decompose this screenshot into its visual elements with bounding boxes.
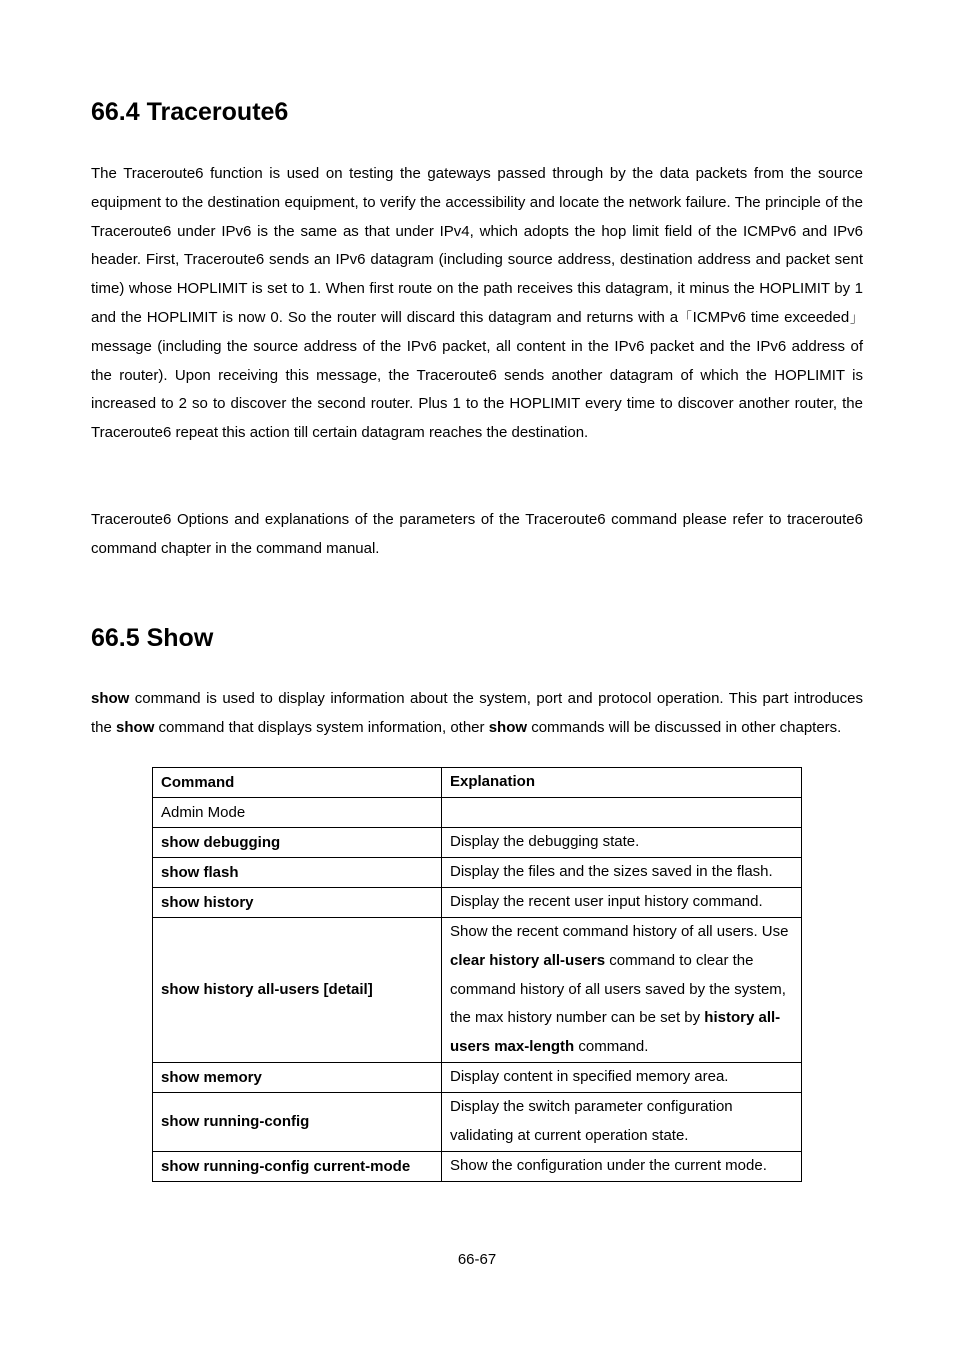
table-row	[153, 1151, 802, 1181]
traceroute6-options-note: Traceroute6 Options and explanations of the parameters of the Traceroute6 command please refer to traceroute6 command chapter in the command manual.	[91, 511, 863, 557]
show-command-table	[152, 767, 802, 1182]
table-row	[153, 1062, 802, 1092]
command-cell: show history all-users [detail]	[153, 918, 442, 1063]
explanation-text: command to clear the command history of all users saved by the system, the max history number can be set by	[450, 951, 786, 1027]
table-row	[153, 858, 802, 888]
mode-cell: Admin Mode	[153, 798, 442, 828]
explanation-cell: Display the recent user input history command.	[442, 888, 802, 918]
explanation-keyword: clear history all-users	[450, 951, 606, 969]
quote-close-bracket: 」	[849, 309, 863, 325]
table-row	[153, 828, 802, 858]
show-text-part-3: commands will be discussed in other chapters.	[527, 718, 842, 736]
keyword-show: show	[91, 690, 130, 707]
traceroute6-text-part-1: The Traceroute6 function is used on testing the gateways passed through by the data packets from the source equipment to the destination equipment, to verify the accessibility and locate the network failure. The principle of the Traceroute6 under IPv6 is the same as that under IPv4, which adopts the hop limit field of the ICMPv6 and IPv6 header. First, Traceroute6 sends an IPv6 datagram (including source address, destination address and packet sent time) whose HOPLIMIT is set to 1. When first route on the path receives this datagram, it minus the HOPLIMIT by 1 and the HOPLIMIT is now 0. So the router will discard this datagram and returns with a	[91, 165, 863, 326]
explanation-cell: Display the files and the sizes saved in the flash.	[442, 858, 802, 888]
page-number: 66-67	[457, 1251, 497, 1268]
command-cell: show flash	[153, 858, 442, 888]
explanation-cell: Show the configuration under the current mode.	[442, 1151, 802, 1181]
command-cell: show debugging	[153, 828, 442, 858]
keyword-show: show	[116, 718, 155, 736]
section-heading-show: 66.5 Show	[91, 624, 214, 652]
command-cell: show memory	[153, 1062, 442, 1092]
table-header-row	[153, 768, 802, 798]
command-cell: show running-config	[153, 1092, 442, 1151]
explanation-keyword: history all-users max-length	[450, 1009, 781, 1056]
keyword-show: show	[488, 718, 528, 736]
command-cell: show history	[153, 888, 442, 918]
table-row	[153, 888, 802, 918]
header-explanation: Explanation	[442, 768, 802, 798]
mode-empty-cell	[442, 798, 802, 828]
show-text-part-2: command that displays system information, other	[154, 718, 489, 736]
show-text-part-1: command is used to display information about the system, port and protocol operation. This part introduces the	[91, 690, 863, 736]
show-description	[91, 685, 863, 743]
explanation-cell	[442, 918, 802, 1063]
quote-open-bracket: 「	[678, 309, 693, 325]
section-heading-traceroute6: 66.4 Traceroute6	[91, 98, 289, 126]
quoted-message: ICMPv6 time exceeded	[692, 308, 850, 326]
explanation-text: Show the recent command history of all users. Use	[450, 923, 789, 940]
explanation-cell: Display content in specified memory area.	[442, 1062, 802, 1092]
header-command: Command	[153, 768, 442, 798]
explanation-cell: Display the debugging state.	[442, 828, 802, 858]
traceroute6-description	[91, 160, 863, 448]
table-row	[153, 1092, 802, 1151]
explanation-cell: Display the switch parameter configuration validating at current operation state.	[442, 1092, 802, 1151]
table-row-mode	[153, 798, 802, 828]
explanation-text: command.	[574, 1038, 649, 1056]
traceroute6-text-part-2: message (including the source address of the IPv6 packet, all content in the IPv6 packet and the IPv6 address of the router). Upon receiving this message, the Traceroute6 sends another datagram of which the HOPLIMIT is increased to 2 so to discover the second router. Plus 1 to the HOPLIMIT every time to discover another router, the Traceroute6 repeat this action till certain datagram reaches the destination.	[91, 337, 863, 442]
command-cell: show running-config current-mode	[153, 1151, 442, 1181]
table-row	[153, 918, 802, 1063]
